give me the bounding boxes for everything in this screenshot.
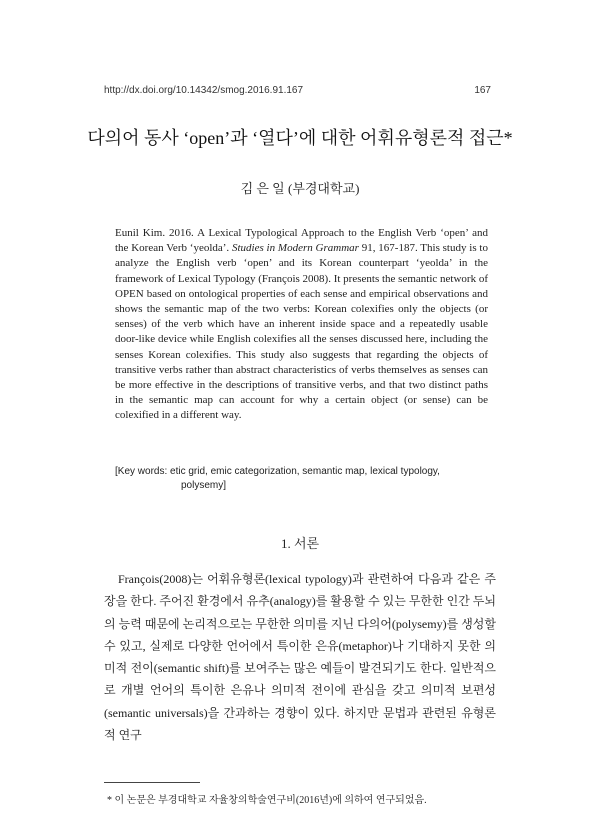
body-paragraph: François(2008)는 어휘유형론(lexical typology)과 관련하여 다음과 같은 주장을 한다. 주어진 환경에서 유추(analogy)를 활용할 수 있는 무한한 인간 두뇌의 능력 때문에 논리적으로는 무한한 의미를 지닌 다의어(polysemy)를 생성할 수 있고, 실제로 다양한 언어에서 특이한 은유(metaphor)나 기대하지 못한 의미적 전이(semantic shift)를 보여주는 많은 예들이 발견되기도 한다. 일반적으로 개별 언어의 특이한 은유나 의미적 전이에 관심을 갖고 의미적 보편성(semantic universals)을 간과하는 경향이 있다. 하지만 문법과 관련된 유형론적 연구 xyxy=(104,572,496,743)
keywords-label: [Key words: xyxy=(115,466,171,477)
abstract xyxy=(115,226,488,424)
footnote-divider xyxy=(104,782,200,783)
section-heading: 1. 서론 xyxy=(280,536,320,551)
keywords-block xyxy=(115,465,488,493)
body-text xyxy=(104,568,496,746)
author-line: 김 은 일 (부경대학교) xyxy=(240,181,360,196)
keywords-line-2: polysemy] xyxy=(181,480,227,491)
doi-link[interactable]: http://dx.doi.org/10.14342/smog.2016.91.167 xyxy=(104,85,304,96)
abstract-citation: Eunil Kim. 2016. A Lexical Typological Approach to the English Verb ‘open’ and the Korean Verb ‘yeolda’. xyxy=(115,227,488,255)
journal-name: Studies in Modern Grammar xyxy=(231,242,359,255)
paper-title: 다의어 동사 ‘open’과 ‘열다’에 대한 어휘유형론적 접근* xyxy=(87,128,513,148)
abstract-body: 91, 167-187. This study is to analyze the English verb ‘open’ and its Korean counterpart ‘yeolda’ in the framework of Lexical Typology (François 2008). It presents the semantic network of OPEN based on ontological properties of each sense and empirical observations and shows the semantic map of the two verbs: Korean colexifies only the objects (or senses) of the verb which have an inherent inside space and a repeatedly usable door-like device while English colexifies all the senses discussed here, including the senses Korean colexifies. This study also suggests that regarding the objects of transitive verbs rather than abstract characteristics of verbs themselves as senses can be more effective in the descriptions of transitive verbs, and that two distinct paths in the semantic map can account for why a certain object (or sense) can be colexified in a different way. xyxy=(115,242,488,422)
footnote: * 이 논문은 부경대학교 자율창의학술연구비(2016년)에 의하여 연구되었음. xyxy=(107,795,427,806)
keywords-line-1: etic grid, emic categorization, semantic map, lexical typology, xyxy=(170,466,440,477)
page-number: 167 xyxy=(474,85,491,96)
